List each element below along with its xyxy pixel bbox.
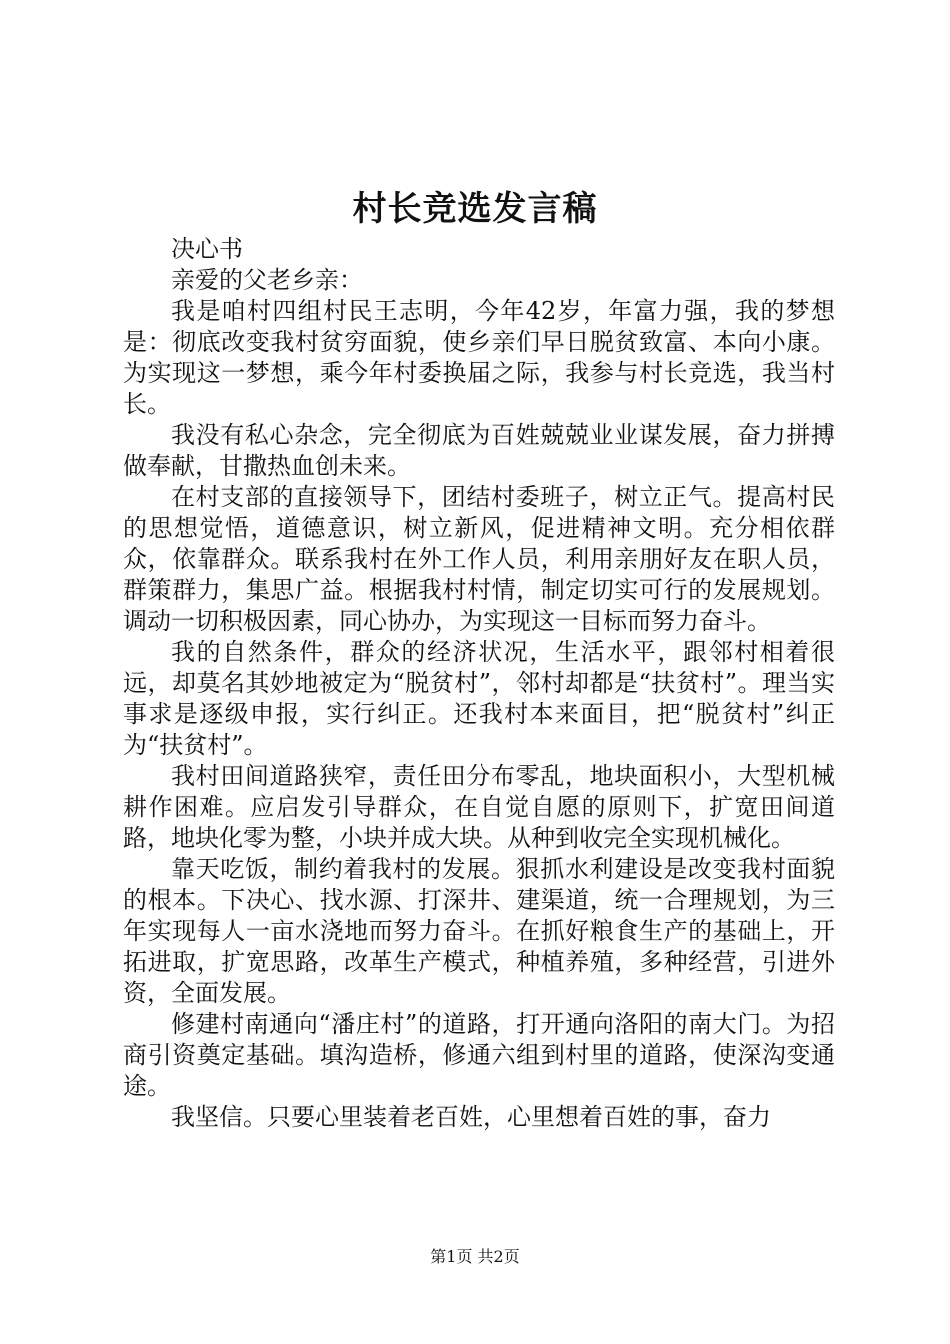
paragraph: 靠天吃饭，制约着我村的发展。狠抓水利建设是改变我村面貌的根本。下决心、找水源、打深井、建渠道，统一合理规划，为三年实现每人一亩水浇地而努力奋斗。在抓好粮食生产的基础上，开拓进取，扩宽思路，改革生产模式，种植养殖，多种经营，引进外资，全面发展。 <box>123 855 835 1007</box>
paragraph: 我坚信。只要心里装着老百姓，心里想着百姓的事，奋力 <box>171 1103 771 1131</box>
document-body <box>123 234 835 1133</box>
page-number-footer: 第1页 共2页 <box>430 1247 520 1266</box>
document-title: 村长竞选发言稿 <box>352 189 598 229</box>
paragraph: 我没有私心杂念，完全彻底为百姓兢兢业业谋发展，奋力拼搏做奉献，甘撒热血创未来。 <box>123 421 835 480</box>
paragraph: 亲爱的父老乡亲： <box>171 266 363 294</box>
paragraph: 我的自然条件，群众的经济状况，生活水平，跟邻村相着很远，却莫名其妙地被定为“脱贫村”，邻村却都是“扶贫村”。理当实事求是逐级申报，实行纠正。还我村本来面目，把“脱贫村”纠正为“扶贫村”。 <box>123 638 835 759</box>
paragraph: 我村田间道路狭窄，责任田分布零乱，地块面积小，大型机械耕作困难。应启发引导群众，在自觉自愿的原则下，扩宽田间道路，地块化零为整，小块并成大块。从种到收完全实现机械化。 <box>123 762 835 852</box>
paragraph: 我是咱村四组村民王志明，今年42岁，年富力强，我的梦想是：彻底改变我村贫穷面貌，使乡亲们早日脱贫致富、本向小康。为实现这一梦想，乘今年村委换届之际，我参与村长竞选，我当村长。 <box>123 297 835 418</box>
paragraph: 在村支部的直接领导下，团结村委班子，树立正气。提高村民的思想觉悟，道德意识，树立新风，促进精神文明。充分相依群众，依靠群众。联系我村在外工作人员，利用亲朋好友在职人员，群策群力，集思广益。根据我村村情，制定切实可行的发展规划。调动一切积极因素，同心协办，为实现这一目标而努力奋斗。 <box>123 483 835 635</box>
paragraph: 修建村南通向“潘庄村”的道路，打开通向洛阳的南大门。为招商引资奠定基础。填沟造桥，修通六组到村里的道路，使深沟变通途。 <box>123 1010 835 1100</box>
paragraph: 决心书 <box>171 235 243 263</box>
